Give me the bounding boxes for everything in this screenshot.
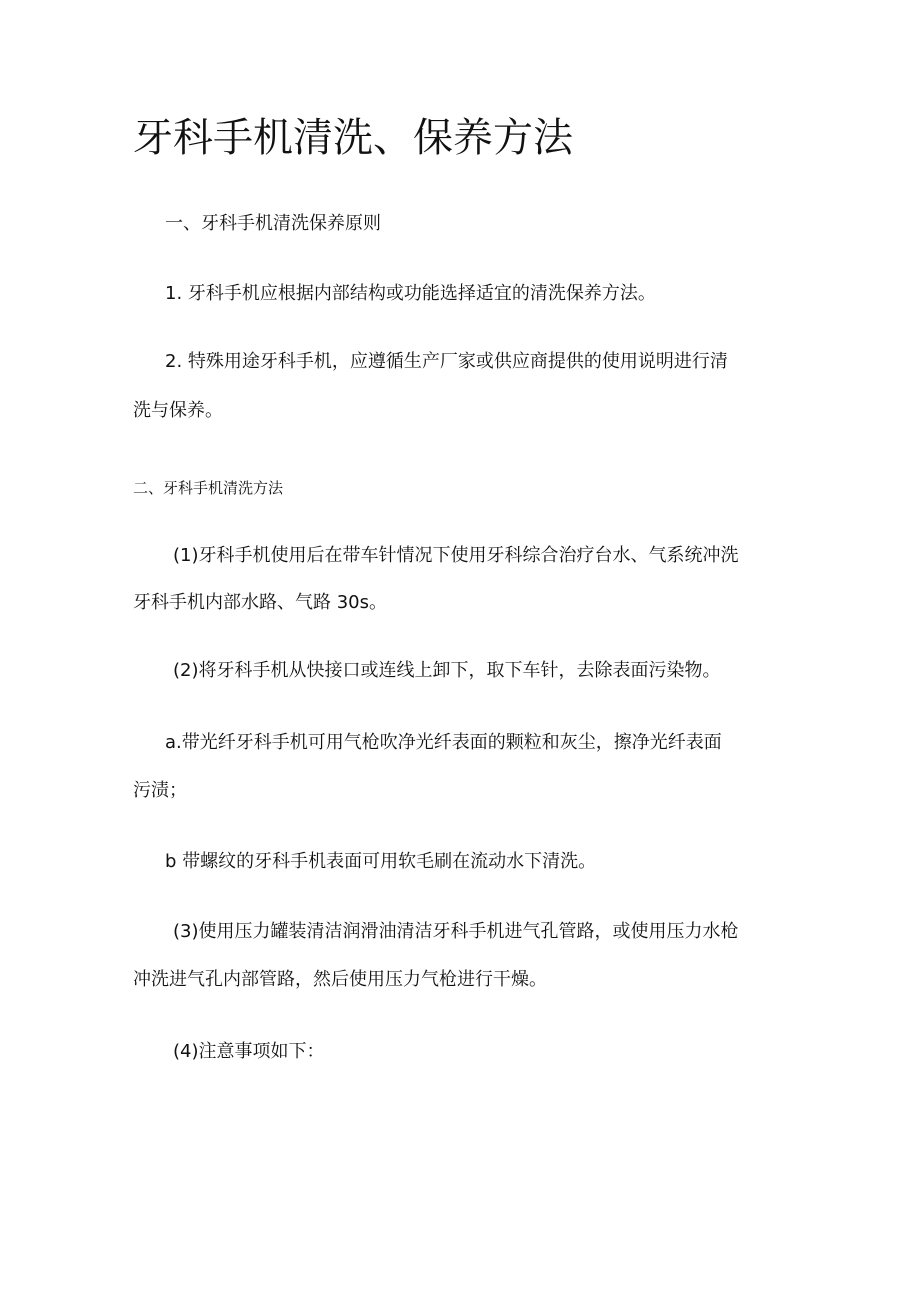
section-heading-methods: 二、牙科手机清洗方法 xyxy=(133,479,284,497)
page-title: 牙科手机清洗、保养方法 xyxy=(133,115,573,161)
method-step-1-line-1: (1)牙科手机使用后在带车针情况下使用牙科综合治疗台水、气系统冲洗 xyxy=(173,545,739,566)
method-step-4: (4)注意事项如下： xyxy=(173,1041,325,1062)
method-step-1-line-2: 牙科手机内部水路、气路 30s。 xyxy=(133,592,388,613)
method-sub-b: b 带螺纹的牙科手机表面可用软毛刷在流动水下清洗。 xyxy=(165,851,597,872)
section-heading-principles: 一、牙科手机清洗保养原则 xyxy=(165,213,381,234)
principle-item-1: 1. 牙科手机应根据内部结构或功能选择适宜的清洗保养方法。 xyxy=(165,283,656,304)
method-step-3-line-2: 冲洗进气孔内部管路，然后使用压力气枪进行干燥。 xyxy=(133,969,547,990)
method-sub-a-line-2: 污渍； xyxy=(133,780,187,801)
method-step-3-line-1: (3)使用压力罐装清洁润滑油清洁牙科手机进气孔管路，或使用压力水枪 xyxy=(173,921,739,942)
principle-item-2-line-1: 2. 特殊用途牙科手机，应遵循生产厂家或供应商提供的使用说明进行清 xyxy=(165,351,728,372)
principle-item-2-line-2: 洗与保养。 xyxy=(133,400,223,421)
method-step-2: (2)将牙科手机从快接口或连线上卸下，取下车针，去除表面污染物。 xyxy=(173,660,721,681)
method-sub-a-line-1: a.带光纤牙科手机可用气枪吹净光纤表面的颗粒和灰尘，擦净光纤表面 xyxy=(165,732,722,753)
